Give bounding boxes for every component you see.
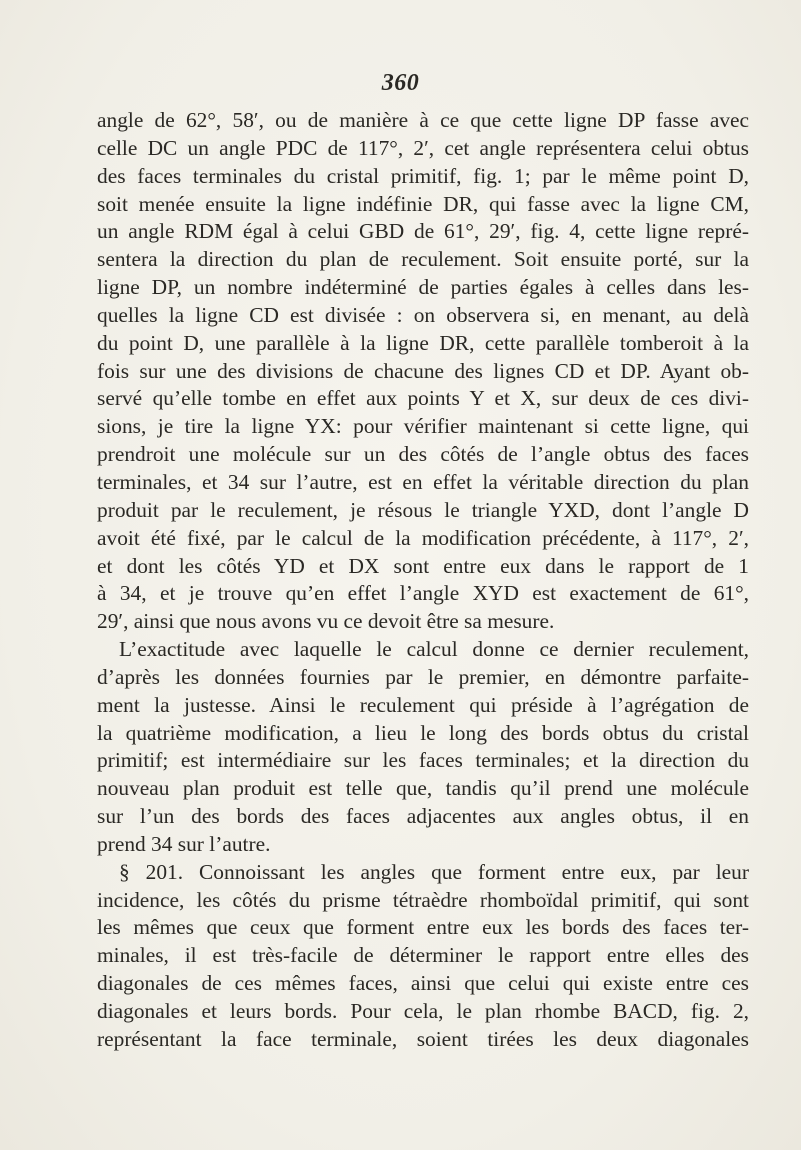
text-line: la quatrième modification, a lieu le long des bords obtus du cristal	[97, 720, 749, 745]
text-line: diagonales de ces mêmes faces, ainsi que celui qui existe entre ces	[97, 971, 749, 996]
text-line: servé qu’elle tombe en effet aux points Y et X, sur deux de ces divi-	[97, 386, 749, 411]
text-line: minales, il est très-facile de déterminer le rapport entre elles des	[97, 943, 749, 968]
text-line: sur l’un des bords des faces adjacentes aux angles obtus, il en	[97, 804, 749, 829]
text-line: quelles la ligne CD est divisée : on observera si, en menant, au delà	[97, 302, 749, 327]
text-line: L’exactitude avec laquelle le calcul donne ce dernier reculement,	[119, 637, 749, 662]
text-line: soit menée ensuite la ligne indéfinie DR, qui fasse avec la ligne CM,	[97, 191, 749, 216]
text-line: représentant la face terminale, soient tirées les deux diagonales	[97, 1026, 749, 1051]
text-line: § 201. Connoissant les angles que forment entre eux, par leur	[119, 859, 749, 884]
text-line: d’après les données fournies par le premier, en démontre parfaite-	[97, 664, 749, 689]
text-line: et dont les côtés YD et DX sont entre eux dans le rapport de 1	[97, 553, 749, 578]
text-line: produit par le reculement, je résous le triangle YXD, dont l’angle D	[97, 497, 749, 522]
text-line: un angle RDM égal à celui GBD de 61°, 29′, fig. 4, cette ligne repré-	[97, 219, 749, 244]
text-line: primitif; est intermédiaire sur les faces terminales; et la direction du	[97, 748, 749, 773]
text-line: avoit été fixé, par le calcul de la modification précédente, à 117°, 2′,	[97, 525, 749, 550]
text-line: ment la justesse. Ainsi le reculement qui préside à l’agrégation de	[97, 692, 749, 717]
body-text	[97, 107, 749, 1054]
text-line: terminales, et 34 sur l’autre, est en effet la véritable direction du plan	[97, 469, 749, 494]
text-line: prend 34 sur l’autre.	[97, 831, 271, 856]
text-line: à 34, et je trouve qu’en effet l’angle XYD est exactement de 61°,	[97, 581, 749, 606]
text-line: angle de 62°, 58′, ou de manière à ce que cette ligne DP fasse avec	[97, 108, 749, 132]
text-line: les mêmes que ceux que forment entre eux les bords des faces ter-	[97, 915, 749, 940]
text-line: prendroit une molécule sur un des côtés de l’angle obtus des faces	[97, 442, 749, 467]
text-line: fois sur une des divisions de chacune des lignes CD et DP. Ayant ob-	[97, 358, 749, 383]
text-line: incidence, les côtés du prisme tétraèdre rhomboïdal primitif, qui sont	[97, 887, 749, 912]
text-line: celle DC un angle PDC de 117°, 2′, cet angle représentera celui obtus	[97, 135, 749, 160]
text-line: des faces terminales du cristal primitif, fig. 1; par le même point D,	[97, 163, 749, 188]
text-line: sions, je tire la ligne YX: pour vérifier maintenant si cette ligne, qui	[97, 414, 749, 439]
text-line: ligne DP, un nombre indéterminé de parties égales à celles dans les-	[97, 275, 749, 300]
text-line: du point D, une parallèle à la ligne DR, cette parallèle tomberoit à la	[97, 330, 749, 355]
text-line: nouveau plan produit est telle que, tandis qu’il prend une molécule	[97, 776, 749, 801]
text-line: 29′, ainsi que nous avons vu ce devoit être sa mesure.	[97, 609, 555, 634]
page-number: 360	[381, 70, 420, 96]
text-line: sentera la direction du plan de reculement. Soit ensuite porté, sur la	[97, 247, 749, 272]
text-line: diagonales et leurs bords. Pour cela, le plan rhombe BACD, fig. 2,	[97, 999, 749, 1023]
